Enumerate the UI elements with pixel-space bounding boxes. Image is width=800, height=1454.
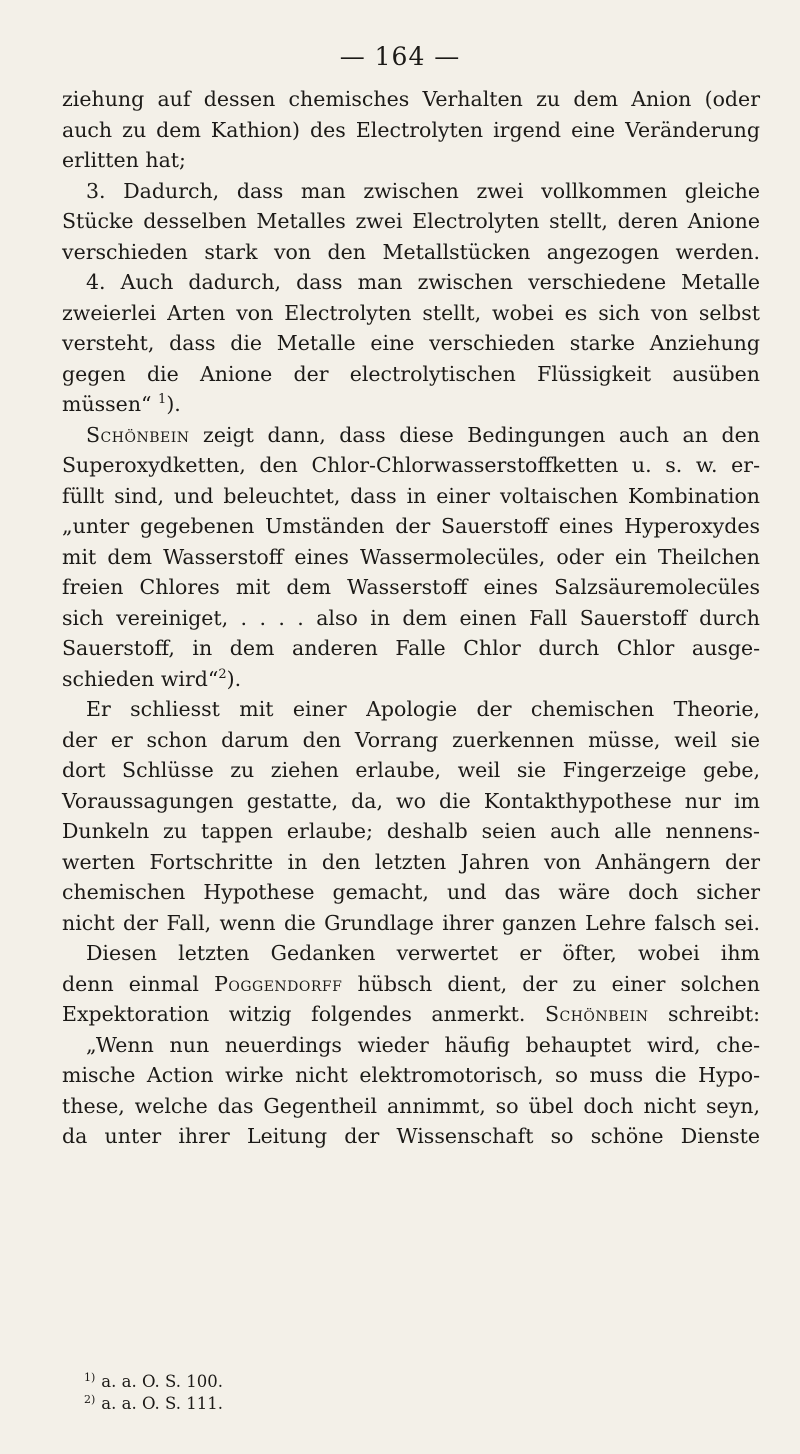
text-line: Dunkeln zu tappen erlaube; deshalb seien auch alle nennens- xyxy=(62,819,760,843)
text-line: dort Schlüsse zu ziehen erlaube, weil sie Fingerzeige gebe, xyxy=(62,758,760,782)
text-line: 3. Dadurch, dass man zwischen zwei vollkommen gleiche xyxy=(86,178,760,203)
text-fragment: schreibt: xyxy=(648,1002,760,1026)
text-line: these, welche das Gegentheil annimmt, so übel doch nicht seyn, xyxy=(62,1093,760,1118)
text-line: versteht, dass die Metalle eine verschieden starke Anziehung xyxy=(62,331,760,355)
text-fragment: denn einmal xyxy=(62,971,215,996)
text-line: 4. Auch dadurch, dass man zwischen verschiedene Metalle xyxy=(86,270,760,294)
text-line: sich vereiniget, . . . . also in dem einen Fall Sauerstoff durch xyxy=(62,605,760,630)
text-line xyxy=(62,664,760,695)
text-line: freien Chlores mit dem Wasserstoff eines Salzsäuremolecüles xyxy=(62,575,760,599)
page-number: — 164 — xyxy=(339,42,461,71)
author-name: Schönbein xyxy=(86,422,190,447)
text-fragment: ). xyxy=(226,666,242,691)
text-line: zweierlei Arten von Electrolyten stellt, wobei es sich von selbst xyxy=(62,300,760,325)
footnotes xyxy=(84,1367,223,1411)
author-name: Poggendorff xyxy=(214,971,343,996)
footnote-reference: 2 xyxy=(218,666,227,682)
footnote-text: a. a. O. S. 100. xyxy=(101,1372,223,1391)
text-line: Diesen letzten Gedanken verwertet er öfter, wobei ihm xyxy=(86,941,760,965)
text-line: Superoxydketten, den Chlor-Chlorwasserstoffketten u. s. w. er- xyxy=(62,453,760,477)
footnote xyxy=(84,1389,223,1411)
text-line: mit dem Wasserstoff eines Wassermolecüles, oder ein Theilchen xyxy=(62,544,760,569)
text-line xyxy=(62,389,760,420)
text-line xyxy=(62,969,760,1000)
footnote xyxy=(84,1367,223,1389)
text-line: Voraussagungen gestatte, da, wo die Kontakthypothese nur im xyxy=(62,788,760,813)
text-line: „unter gegebenen Umständen der Sauerstoff eines Hyperoxydes xyxy=(62,514,760,538)
text-line xyxy=(62,420,760,451)
text-fragment: müssen“ xyxy=(62,392,152,416)
footnote-text: a. a. O. S. 111. xyxy=(101,1394,223,1413)
footnote-mark: 2) xyxy=(84,1393,96,1406)
text-line: nicht der Fall, wenn die Grundlage ihrer ganzen Lehre falsch sei. xyxy=(62,910,760,935)
text-line: da unter ihrer Leitung der Wissenschaft so schöne Dienste xyxy=(62,1124,760,1148)
text-line: füllt sind, und beleuchtet, dass in einer voltaischen Kombination xyxy=(62,483,760,508)
text-line: „Wenn nun neuerdings wieder häufig behauptet wird, che- xyxy=(86,1032,760,1057)
text-line xyxy=(62,999,760,1030)
footnote-mark: 1) xyxy=(84,1371,96,1384)
footnote-reference: 1 xyxy=(158,392,167,407)
text-line: ziehung auf dessen chemisches Verhalten zu dem Anion (oder xyxy=(62,87,760,111)
text-fragment: schieden wird“ xyxy=(62,666,219,691)
text-line: der er schon darum den Vorrang zuerkennen müsse, weil sie xyxy=(62,727,760,752)
text-line: Sauerstoff, in dem anderen Falle Chlor durch Chlor ausge- xyxy=(62,636,760,660)
text-line: erlitten hat; xyxy=(62,148,186,172)
text-line: werten Fortschritte in den letzten Jahren von Anhängern der xyxy=(62,849,760,874)
text-fragment: ). xyxy=(166,392,181,416)
text-fragment: hübsch dient, der zu einer solchen xyxy=(342,971,760,996)
text-line: mische Action wirke nicht elektromotorisch, so muss die Hypo- xyxy=(62,1063,760,1087)
text-fragment: Expektoration witzig folgendes anmerkt. xyxy=(62,1002,545,1026)
text-line: verschieden stark von den Metallstücken angezogen werden. xyxy=(62,239,760,264)
body-text xyxy=(62,84,760,1152)
author-name: Schönbein xyxy=(544,1002,649,1026)
text-line: auch zu dem Kathion) des Electrolyten irgend eine Veränderung xyxy=(62,117,760,142)
text-line: chemischen Hypothese gemacht, und das wäre doch sicher xyxy=(62,880,760,904)
text-fragment: zeigt dann, dass diese Bedingungen auch an den xyxy=(189,422,760,447)
text-line: Er schliesst mit einer Apologie der chemischen Theorie, xyxy=(86,697,760,721)
text-line: Stücke desselben Metalles zwei Electrolyten stellt, deren Anione xyxy=(62,209,760,233)
text-line: gegen die Anione der electrolytischen Flüssigkeit ausüben xyxy=(62,361,760,386)
